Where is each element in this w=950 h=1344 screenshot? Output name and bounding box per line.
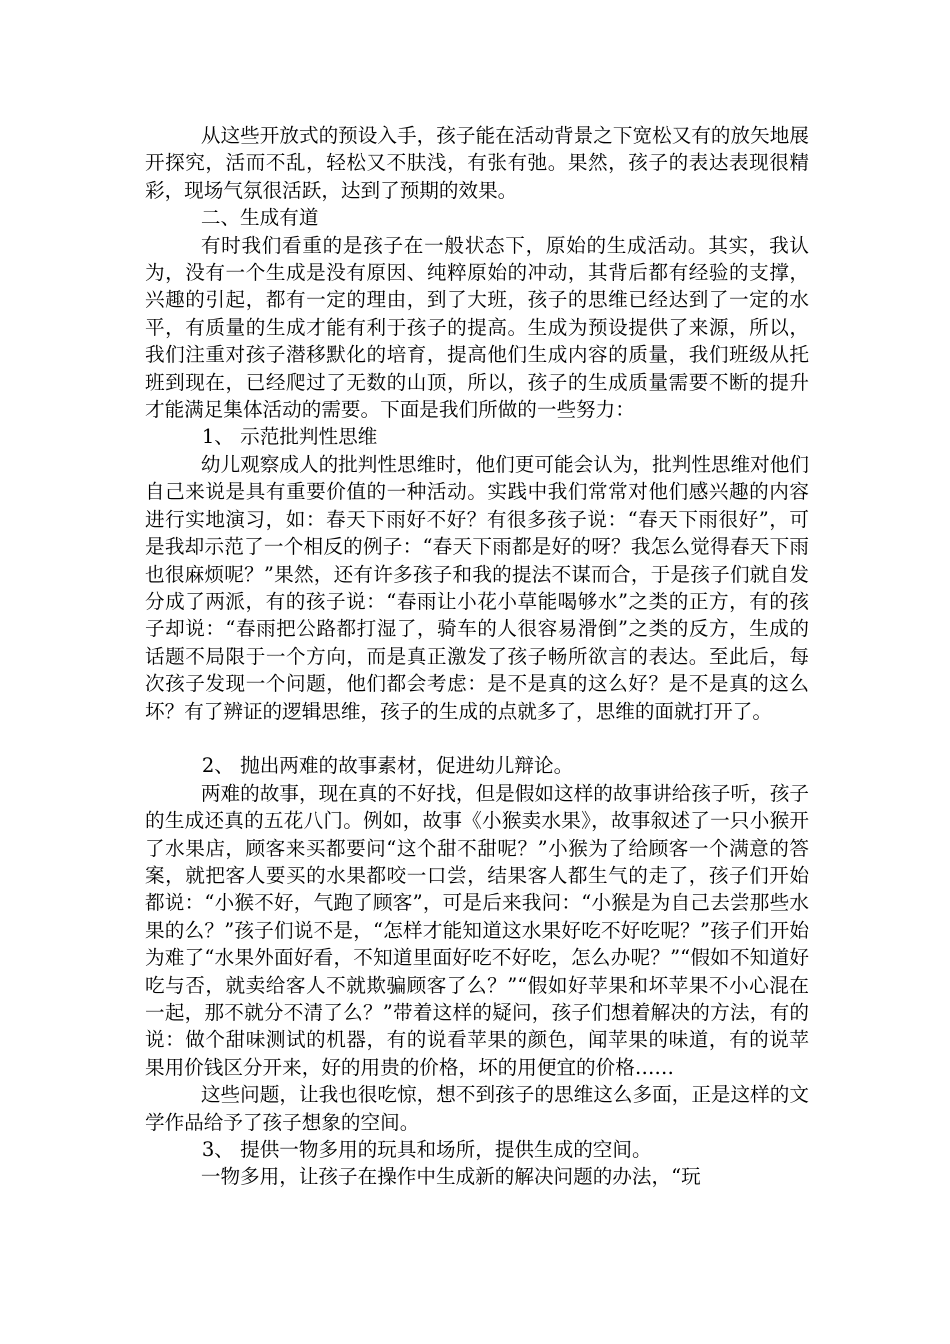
section-heading-generation: 二、生成有道 — [200, 206, 319, 230]
paragraph-critical-thinking: 幼儿观察成人的批判性思维时，他们更可能会认为，批判性思维对他们自己来说是具有重要价值的一种活动。实践中我们常常对他们感兴趣的内容进行实地演习，如：春天下雨好不好？有很多孩子说：“春天下雨很好”，可是我却示范了一个相反的例子：“春天下雨都是好的呀？我怎么觉得春天下雨也很麻烦呢？”果然，还有许多孩子和我的提法不谋而合，于是孩子们就自发分成了两派，有的孩子说：“春雨让小花小草能喝够水”之类的正方，有的孩子却说：“春雨把公路都打湿了，骑车的人很容易滑倒”之类的反方，生成的话题不局限于一个方向，而是真正激发了孩子畅所欲言的表达。至此后，每次孩子发现一个问题，他们都会考虑：是不是真的这么好？是不是真的这么坏？有了辨证的逻辑思维，孩子的生成的点就多了，思维的面就打开了。 — [145, 452, 809, 723]
subheading-2: 2、 抛出两难的故事素材，促进幼儿辩论。 — [201, 754, 574, 778]
paragraph-reflection: 这些问题，让我也很吃惊，想不到孩子的思维这么多面，正是这样的文学作品给予了孩子想象的空间。 — [145, 1083, 809, 1134]
subheading-3: 3、 提供一物多用的玩具和场所，提供生成的空间。 — [201, 1138, 652, 1162]
paragraph-multi-use: 一物多用，让孩子在操作中生成新的解决问题的办法，“玩 — [200, 1165, 701, 1189]
paragraph-generation-body: 有时我们看重的是孩子在一般状态下，原始的生成活动。其实，我认为，没有一个生成是没有原因、纯粹原始的冲动，其背后都有经验的支撑，兴趣的引起，都有一定的理由，到了大班，孩子的思维已经达到了一定的水平，有质量的生成才能有利于孩子的提高。生成为预设提供了来源，所以，我们注重对孩子潜移默化的培育，提高他们生成内容的质量，我们班级从托班到现在，已经爬过了无数的山顶，所以，孩子的生成质量需要不断的提升才能满足集体活动的需要。下面是我们所做的一些努力： — [145, 233, 809, 422]
subheading-1: 1、 示范批判性思维 — [201, 425, 378, 449]
blank-line — [145, 725, 809, 752]
document-body — [145, 122, 809, 1191]
paragraph-dilemma-story: 两难的故事，现在真的不好找，但是假如这样的故事讲给孩子听，孩子的生成还真的五花八门。例如，故事《小猴卖水果》，故事叙述了一只小猴开了水果店，顾客来买都要问“这个甜不甜呢？”小猴为了给顾客一个满意的答案，就把客人要买的水果都咬一口尝，结果客人都生气的走了，孩子们开始都说：“小猴不好，气跑了顾客”，可是后来我问：“小猴是为自己去尝那些水果的么？”孩子们说不是，“怎样才能知道这水果好吃不好吃呢？”孩子们开始为难了“水果外面好看，不知道里面好吃不好吃，怎么办呢？”“假如不知道好吃与否，就卖给客人不就欺骗顾客了么？”“假如好苹果和坏苹果不小心混在一起，那不就分不清了么？”带着这样的疑问，孩子们想着解决的方法，有的说：做个甜味测试的机器，有的说看苹果的颜色，闻苹果的味道，有的说苹果用价钱区分开来，好的用贵的价格，坏的用便宜的价格…… — [145, 781, 809, 1079]
paragraph-intro: 从这些开放式的预设入手，孩子能在活动背景之下宽松又有的放矢地展开探究，活而不乱，轻松又不肤浅，有张有弛。果然，孩子的表达表现很精彩，现场气氛很活跃，达到了预期的效果。 — [145, 124, 809, 202]
